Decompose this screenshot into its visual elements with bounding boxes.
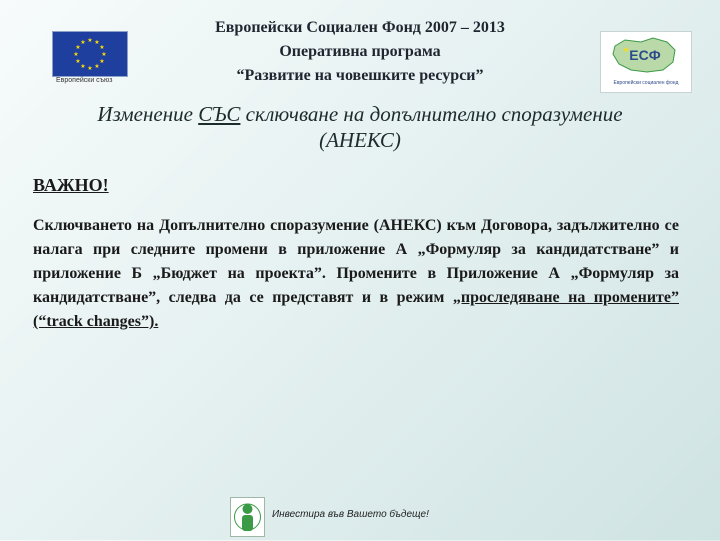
svg-text:★: ★ [94,63,100,70]
eu-flag-icon [52,31,128,77]
people-icon [231,498,264,536]
body-text-underlined: „проследяване на промените” (“track changes”). [33,289,679,330]
bulgaria-map-icon [601,32,691,80]
header-line-2: Оперативна програма [279,43,441,60]
esf-logo-caption: Европейски социален фонд [613,80,679,86]
important-heading: ВАЖНО! [33,175,109,195]
svg-text:★: ★ [80,39,86,46]
page-title [20,101,700,153]
header-line-3: “Развитие на човешките ресурси” [236,67,484,84]
title-part-1: Изменение [97,102,199,126]
esf-star-icon: ★ [623,46,630,54]
svg-text:★: ★ [73,51,79,58]
svg-text:★: ★ [80,63,86,70]
svg-text:★: ★ [87,65,93,72]
eu-stars-icon [53,32,127,76]
op-hrd-logo [230,497,265,537]
title-part-3: сключване на допълнително споразумение [240,102,623,126]
svg-text:★: ★ [101,51,107,58]
title-line-2: (АНЕКС) [319,128,401,152]
footer-slogan: Инвестира във Вашето бъдеще! [272,509,429,520]
eu-logo [52,31,128,89]
svg-text:★: ★ [75,44,81,51]
svg-text:★: ★ [75,58,81,65]
header-text [150,16,570,88]
header [0,0,720,100]
header-line-1: Европейски Социален Фонд 2007 – 2013 [215,19,505,36]
svg-text:★: ★ [99,58,105,65]
svg-text:★: ★ [99,44,105,51]
title-part-2: СЪС [198,102,241,126]
svg-text:★: ★ [87,37,93,44]
esf-logo-text: ЕСФ [629,47,661,63]
svg-text:★: ★ [94,39,100,46]
eu-logo-caption: Европейски съюз [56,77,113,84]
body-paragraph [33,214,679,334]
esf-logo [600,31,692,93]
body-text-main: Сключването на Допълнително споразумение (АНЕКС) към Договора, задължително се налага при следните промени в приложение А „Формуляр за кандидатстване” и приложение Б „Бюджет на проекта”. Промените в Приложение А „Формуляр за кандидатстване”, следва да се представят и в режим [33,217,679,306]
